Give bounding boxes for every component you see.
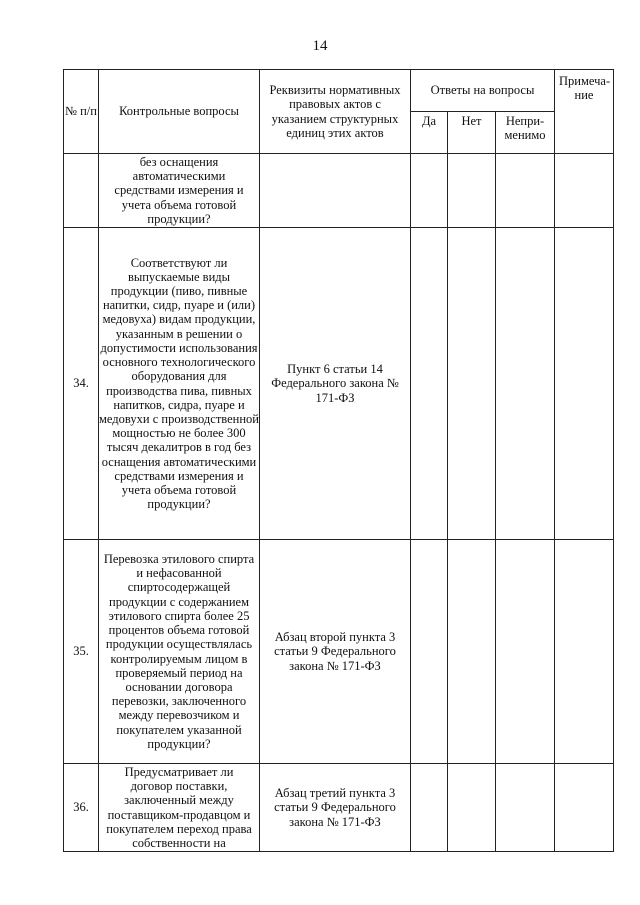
note-cell[interactable] [555,540,614,764]
table-row [64,764,614,852]
header-na: Непри-менимо [496,112,555,154]
note-cell[interactable] [555,154,614,228]
header-num: № п/п [64,70,99,154]
header-row [64,70,614,112]
note-cell[interactable] [555,764,614,852]
row-number: 35. [64,540,99,764]
header-yes: Да [411,112,448,154]
row-requisite: Пункт 6 статьи 14 Федерального закона № 171-ФЗ [260,228,411,540]
answer-no-cell[interactable] [448,154,496,228]
header-questions: Контрольные вопросы [99,70,260,154]
row-number: 36. [64,764,99,852]
answer-no-cell[interactable] [448,228,496,540]
checklist-table [63,69,614,852]
header-answers: Ответы на вопросы [411,70,555,112]
answer-yes-cell[interactable] [411,764,448,852]
page-number: 14 [312,38,328,54]
row-question: Перевозка этилового спирта и нефасованной спиртосодержащей продукции с содержанием этилового спирта более 25 процентов объема готовой продукции осуществлялась контролируемым лицом в проверяемый период на основании договора перевозки, заключенного между перевозчиком и покупателем указанной продукции? [99,540,260,764]
row-question: Соответствуют ли выпускаемые виды продукции (пиво, пивные напитки, сидр, пуаре и (или) медовуха) видам продукции, указанным в решении о допустимости использования основного технологического оборудования для производства пива, пивных напитков, сидра, пуаре и медовухи с производственной мощностью не более 300 тысяч декалитров в год без оснащения автоматическими средствами измерения и учета объема готовой продукции? [99,228,260,540]
answer-no-cell[interactable] [448,764,496,852]
table-row [64,228,614,540]
row-number: 34. [64,228,99,540]
note-cell[interactable] [555,228,614,540]
answer-na-cell[interactable] [496,764,555,852]
row-requisite: Абзац второй пункта 3 статьи 9 Федерального закона № 171-ФЗ [260,540,411,764]
row-requisite [260,154,411,228]
row-question: Предусматривает ли договор поставки, заключенный между поставщиком-продавцом и покупателем переход права собственности на [99,764,260,852]
answer-na-cell[interactable] [496,228,555,540]
row-requisite: Абзац третий пункта 3 статьи 9 Федерального закона № 171-ФЗ [260,764,411,852]
answer-na-cell[interactable] [496,540,555,764]
answer-na-cell[interactable] [496,154,555,228]
header-requisites: Реквизиты нормативных правовых актов с указанием структурных единиц этих актов [260,70,411,154]
row-number [64,154,99,228]
answer-yes-cell[interactable] [411,228,448,540]
header-note: Примеча-ние [555,70,614,154]
answer-yes-cell[interactable] [411,154,448,228]
table-row [64,154,614,228]
row-question: без оснащения автоматическими средствами измерения и учета объема готовой продукции? [99,154,260,228]
answer-no-cell[interactable] [448,540,496,764]
header-no: Нет [448,112,496,154]
answer-yes-cell[interactable] [411,540,448,764]
table-row [64,540,614,764]
